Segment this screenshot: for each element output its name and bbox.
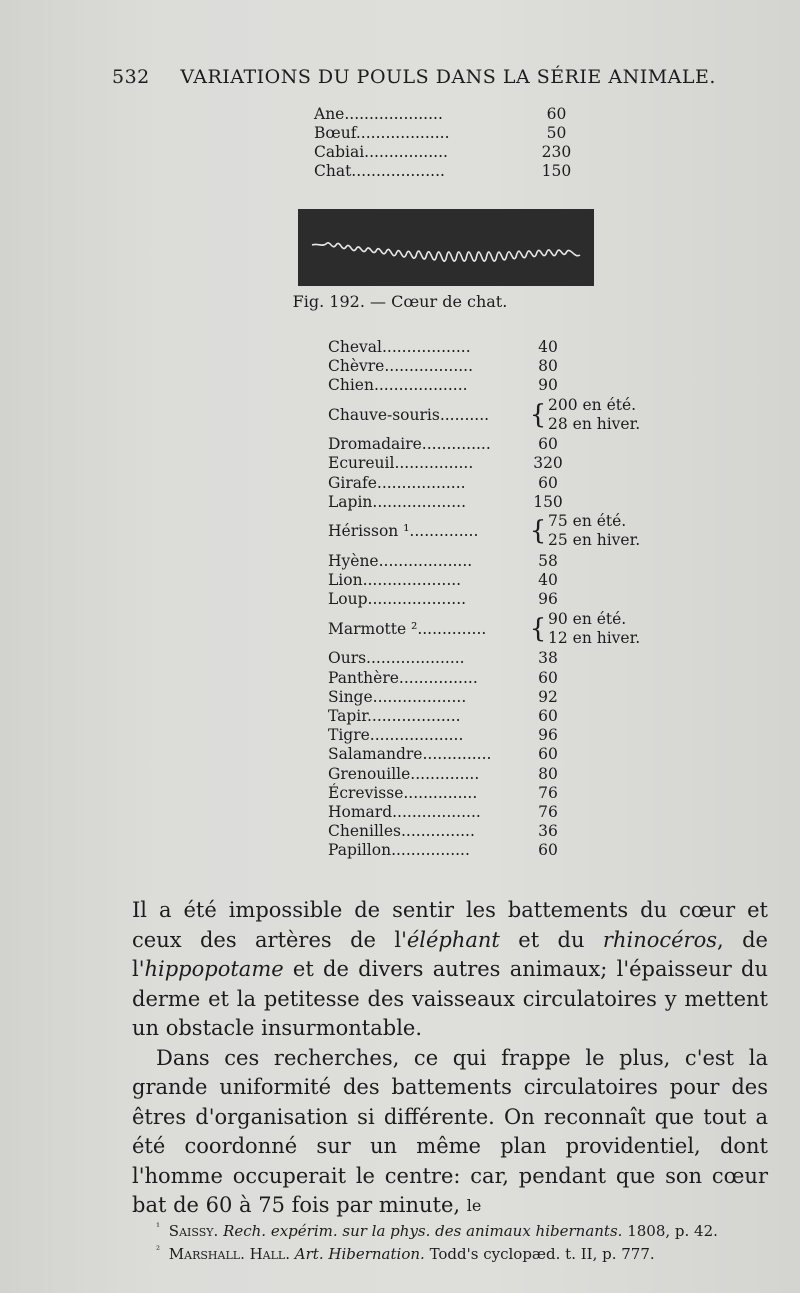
pulse-value: 60 [538, 473, 558, 492]
animal-name: Hérisson ¹.............. [328, 522, 479, 541]
table-row [328, 473, 688, 492]
pulse-value-winter: 25 en hiver. [548, 531, 641, 550]
pulse-trace-figure [298, 209, 594, 286]
pulse-trace-image [298, 209, 594, 286]
animal-name: Girafe.................. [328, 473, 466, 492]
footnote-work: Rech. expérim. sur la phys. des animaux hibernants. [223, 1222, 623, 1240]
italic-term: hippopotame [144, 957, 284, 981]
pulse-value: 76 [538, 802, 558, 821]
table-row [314, 104, 576, 123]
pulse-value: 80 [538, 764, 558, 783]
pulse-value: 40 [538, 337, 558, 356]
animal-name: Chien................... [328, 375, 468, 394]
running-title: VARIATIONS DU POULS DANS LA SÉRIE ANIMALE. [180, 66, 716, 88]
brace-mark: { [529, 613, 547, 644]
pulse-value-summer: 90 en été. [548, 609, 627, 628]
table-row [314, 123, 576, 142]
table-row [328, 609, 688, 649]
pulse-value: 58 [538, 551, 558, 570]
animal-name: Dromadaire.............. [328, 435, 491, 454]
animal-name: Chauve-souris.......... [328, 405, 490, 424]
pulse-value-summer: 75 en été. [548, 512, 627, 531]
pulse-value: 150 [541, 161, 572, 180]
pulse-value: 38 [538, 649, 558, 668]
paragraph-1 [132, 896, 768, 1044]
footnote-mark: ¹ [156, 1222, 161, 1233]
pulse-value: 320 [533, 454, 563, 473]
pulse-value: 90 [538, 375, 558, 394]
brace-mark: { [529, 516, 547, 547]
animal-name: Écrevisse............... [328, 783, 478, 802]
pulse-value: 60 [538, 435, 558, 454]
pulse-table-top [314, 104, 576, 180]
animal-name: Bœuf................... [314, 123, 450, 142]
table-row [328, 745, 688, 764]
footnote-author: Marshall. Hall. [168, 1245, 291, 1263]
pulse-value: 60 [538, 841, 558, 860]
table-row [328, 492, 688, 511]
animal-name: Grenouille.............. [328, 764, 480, 783]
pulse-value: 60 [538, 707, 558, 726]
table-row [328, 668, 688, 687]
table-row [328, 783, 688, 802]
pulse-value: 76 [538, 783, 558, 802]
pulse-value: 150 [533, 492, 563, 511]
animal-name: Hyène................... [328, 551, 473, 570]
pulse-value: 60 [538, 745, 558, 764]
animal-name: Loup.................... [328, 590, 467, 609]
animal-name: Papillon................ [328, 841, 470, 860]
animal-name: Lapin................... [328, 492, 467, 511]
footnote-work: Art. Hibernation. [294, 1245, 425, 1263]
pulse-value: 60 [546, 104, 567, 123]
table-row [314, 161, 576, 180]
pulse-value: 96 [538, 590, 558, 609]
animal-name: Lion.................... [328, 571, 462, 590]
seasonal-values [548, 512, 640, 550]
italic-term: éléphant [406, 927, 500, 952]
table-row [328, 454, 688, 473]
table-row [328, 802, 688, 821]
seasonal-values [548, 610, 640, 648]
table-row [328, 687, 688, 706]
pulse-table-main [328, 337, 688, 860]
pulse-value: 60 [538, 668, 558, 687]
table-row [328, 551, 688, 570]
table-row [328, 764, 688, 783]
table-row [328, 726, 688, 745]
table-row [314, 142, 576, 161]
table-row [328, 375, 688, 394]
table-row [328, 706, 688, 725]
table-row [328, 822, 688, 841]
animal-name: Ane.................... [314, 104, 443, 123]
pulse-value: 92 [538, 687, 558, 706]
page-header [112, 66, 716, 88]
table-row [328, 649, 688, 668]
text-run: , de l' [132, 927, 768, 981]
paragraph-2 [132, 1044, 768, 1221]
animal-name: Homard.................. [328, 802, 481, 821]
pulse-value: 230 [541, 142, 572, 161]
text-run: Dans ces recherches, ce qui frappe le plus, c'est la grande uniformité des battements circulatoires pour des êtres d'organisation si différente. On reconnaît que tout a été coordonné sur un même plan providentiel, dont l'homme occuperait le centre: car, pendant que son cœur bat de 60 à 75 fois par minute, [132, 1045, 768, 1217]
animal-name: Tapir................... [328, 707, 461, 726]
text-run: le [466, 1196, 482, 1215]
text-run: Il a été impossible de sentir les battements du cœur et ceux des artères de l' [132, 898, 768, 952]
figure-caption: Fig. 192. — Cœur de chat. [292, 292, 508, 311]
animal-name: Salamandre.............. [328, 745, 492, 764]
animal-name: Chenilles............... [328, 822, 475, 841]
pulse-value: 50 [546, 123, 567, 142]
footnote-ref: Todd's cyclopæd. t. II, p. 777. [429, 1245, 655, 1263]
animal-name: Ours.................... [328, 649, 465, 668]
table-row [328, 841, 688, 860]
table-row [328, 337, 688, 356]
pulse-value-summer: 200 en été. [548, 395, 637, 414]
footnote [156, 1241, 776, 1264]
footnote [156, 1218, 776, 1241]
seasonal-values [548, 396, 640, 434]
table-row [328, 590, 688, 609]
pulse-value-winter: 12 en hiver. [548, 628, 641, 647]
page-number: 532 [112, 66, 150, 88]
text-run: et de divers autres animaux; l'épaisseur du derme et la petitesse des vaisseaux circulatoires y mettent un obstacle insurmontable. [132, 957, 768, 1040]
animal-name: Cabiai................. [314, 142, 448, 161]
table-row [328, 571, 688, 590]
pulse-value: 40 [538, 571, 558, 590]
brace-mark: { [529, 399, 547, 430]
footnote-author: Saissy. [168, 1222, 219, 1240]
body-text [132, 896, 768, 1221]
animal-name: Ecureuil................ [328, 454, 474, 473]
table-row [328, 356, 688, 375]
table-row [328, 511, 688, 551]
pulse-value: 96 [538, 726, 558, 745]
animal-name: Panthère................ [328, 668, 478, 687]
table-row [328, 435, 688, 454]
footnotes [156, 1218, 776, 1264]
pulse-value: 80 [538, 356, 558, 375]
animal-name: Singe................... [328, 687, 467, 706]
animal-name: Chèvre.................. [328, 356, 474, 375]
animal-name: Chat................... [314, 161, 445, 180]
text-run: et du [499, 927, 603, 952]
footnote-mark: ² [156, 1245, 161, 1256]
footnote-ref: 1808, p. 42. [627, 1222, 718, 1240]
animal-name: Marmotte ².............. [328, 619, 487, 638]
table-row [328, 395, 688, 435]
italic-term: rhinocéros [602, 927, 718, 952]
pulse-value: 36 [538, 822, 558, 841]
animal-name: Cheval.................. [328, 337, 471, 356]
pulse-trace-line [312, 243, 580, 261]
animal-name: Tigre................... [328, 726, 464, 745]
pulse-value-winter: 28 en hiver. [548, 414, 641, 433]
